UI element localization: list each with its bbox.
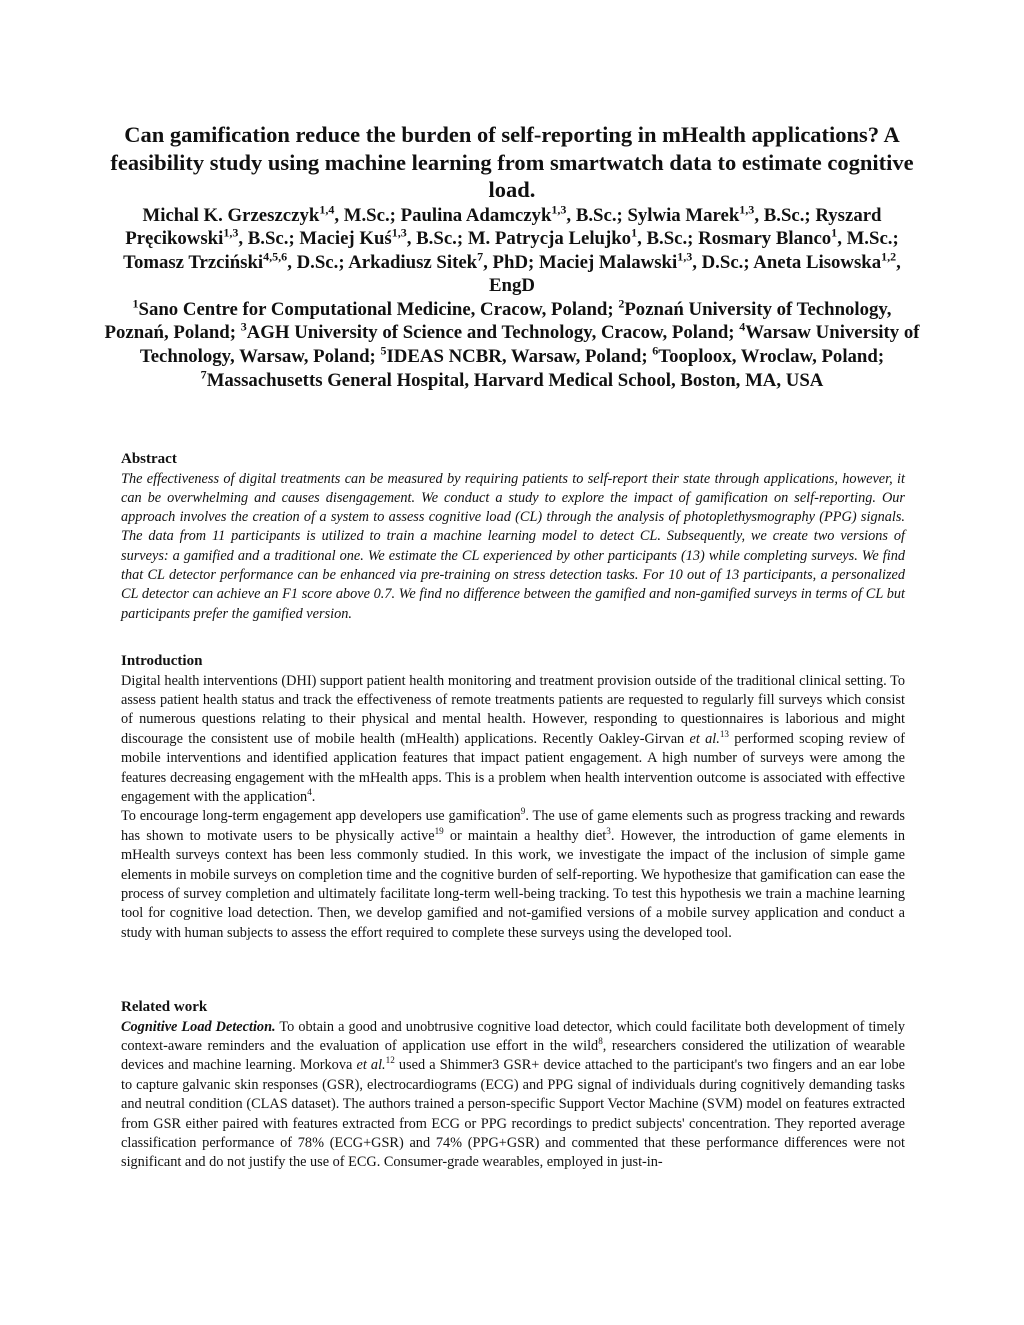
author: Arkadiusz Sitek$^7$, PhD;	[348, 249, 539, 273]
affiliation: $^3$AGH University of Science and Technology, Cracow, Poland;	[240, 320, 740, 344]
related-work-section	[121, 998, 905, 1173]
abstract-text: The effectiveness of digital treatments can be measured by requiring patients to self-report their state through applications, however, it can be overwhelming and causes disengagement. We conduct a study to explore the impact of gamification on self-reporting. Our approach involves the creation of a system to assess cognitive load (CL) through the analysis of photoplethysmography (PPG) signals. The data from 11 participants is utilized to train a machine learning model to detect CL. Subsequently, we create two versions of surveys: a gamified and a traditional one. We estimate the CL experienced by other participants (13) while completing surveys. We find that CL detector performance can be enhanced via pre-training on stress detection tasks. For 10 out of 13 participants, a personalized CL detector can achieve an F1 score above 0.7. We find no difference between the gamified and non-gamified surveys in terms of CL but participants prefer the gamified version.	[121, 470, 905, 622]
related-work-heading: Related work	[121, 999, 208, 1015]
author: Ryszard Pręcikowski$^{1,3}$, B.Sc.;	[125, 204, 882, 250]
author: Rosmary Blanco$^1$, M.Sc.;	[698, 225, 899, 250]
citation: 3	[606, 825, 611, 836]
author: Aneta Lisowska$^{1,2}$, EngD	[489, 249, 901, 297]
author: M. Patrycja Lelujko$^1$, B.Sc.;	[467, 225, 699, 250]
abstract-section	[121, 450, 905, 624]
abstract-heading: Abstract	[121, 451, 177, 467]
paper-title: Can gamification reduce the burden of self-reporting in mHealth applications? A feasibility study using machine learning from smartwatch data to estimate cognitive load.	[110, 122, 914, 202]
title-block	[100, 121, 924, 392]
introduction-heading: Introduction	[121, 653, 203, 669]
author: Maciej Malawski$^{1,3}$, D.Sc.;	[538, 249, 754, 273]
author: Sylwia Marek$^{1,3}$, B.Sc.;	[627, 202, 816, 226]
affiliation: $^1$Sano Centre for Computational Medicine, Cracow, Poland;	[132, 296, 619, 320]
introduction-paragraph-1: Digital health interventions (DHI) support patient health monitoring and treatment provision outside of the traditional clinical setting. To assess patient health status and track the effectiveness of remote treatments patients are requested to regularly fill surveys which consist of numerous questions relating to their physical and mental health. However, responding to questionnaires is laborious and might discourage the consistent use of mobile health (mHealth) applications. Recently Oakley-Girvan et al.$^{13}$ performed scoping review of mobile interventions and identified application features that impact patient engagement. A high number of surveys were among the features decreasing engagement with the mHealth apps. This is a problem when health intervention outcome is associated with effective engagement with the application$^4$.	[121, 672, 906, 805]
author: Paulina Adamczyk$^{1,3}$, B.Sc.;	[400, 202, 628, 226]
citation: 8	[598, 1036, 603, 1047]
affiliation-list	[100, 298, 924, 392]
introduction-paragraph-2: To encourage long-term engagement app developers use gamification$^9$. The use of game elements such as progress tracking and rewards has shown to motivate users to be physically active$^{19}$ or maintain a healthy diet$^3$. However, the introduction of game elements in mHealth surveys context has been less commonly studied. In this work, we investigate the impact of the inclusion of simple game elements in mobile surveys on completion time and the cognitive burden of self-reporting. We hypothesize that gamification can ease the process of survey completion and ultimately facilitate long-term well-being tracking. To test this hypothesis we train a machine learning tool for cognitive load detection. Then, we develop gamified and not-gamified versions of a mobile survey application and conduct a study with human subjects to assess the effort required to complete these surveys using the developed tool.	[121, 806, 905, 941]
author: Michal K. Grzeszczyk$^{1,4}$, M.Sc.;	[142, 202, 401, 226]
citation: 4	[307, 787, 312, 798]
affiliation: $^4$Warsaw University of Technology, Warsaw, Poland;	[139, 320, 920, 368]
citation: 13	[719, 728, 729, 739]
affiliation: $^6$Tooploox, Wroclaw, Poland;	[652, 343, 885, 368]
author: Tomasz Trzciński$^{4,5,6}$, D.Sc.;	[123, 249, 349, 273]
affiliation: $^2$Poznań University of Technology, Poznań, Poland;	[104, 296, 892, 344]
citation: 9	[520, 806, 526, 817]
citation: 12	[385, 1055, 395, 1066]
author: Maciej Kuś$^{1,3}$, B.Sc.;	[299, 225, 468, 250]
affiliation: $^5$IDEAS NCBR, Warsaw, Poland;	[380, 343, 653, 368]
affiliation: $^7$Massachusetts General Hospital, Harvard Medical School, Boston, MA, USA	[200, 367, 824, 391]
introduction-section	[121, 652, 905, 943]
related-work-paragraph: Cognitive Load Detection. To obtain a good and unobtrusive cognitive load detector, which could facilitate both development of timely context-aware reminders and the evaluation of application use effort in the wild$^8$, researchers considered the utilization of wearable devices and machine learning. Morkova et al.$^{12}$ used a Shimmer3 GSR+ device attached to the participant's two fingers and an ear lobe to capture galvanic skin responses (GSR), electrocardiograms (ECG) and PPG signal of individuals during cognitively demanding tasks and neutral condition (CLAS dataset). The authors trained a person-specific Support Vector Machine (SVM) model on features extracted from GSR either paired with features extracted from ECG or PPG recordings to predict subjects' concentration. They reported average classification performance of 78% (ECG+GSR) and 74% (PPG+GSR) and commented that these performance differences were not significant and do not justify the use of ECG. Consumer-grade wearables, employed in just-in-	[121, 1018, 905, 1171]
subheading: Cognitive Load Detection.	[121, 1018, 276, 1035]
author-list	[100, 204, 924, 298]
citation: 19	[434, 825, 444, 836]
